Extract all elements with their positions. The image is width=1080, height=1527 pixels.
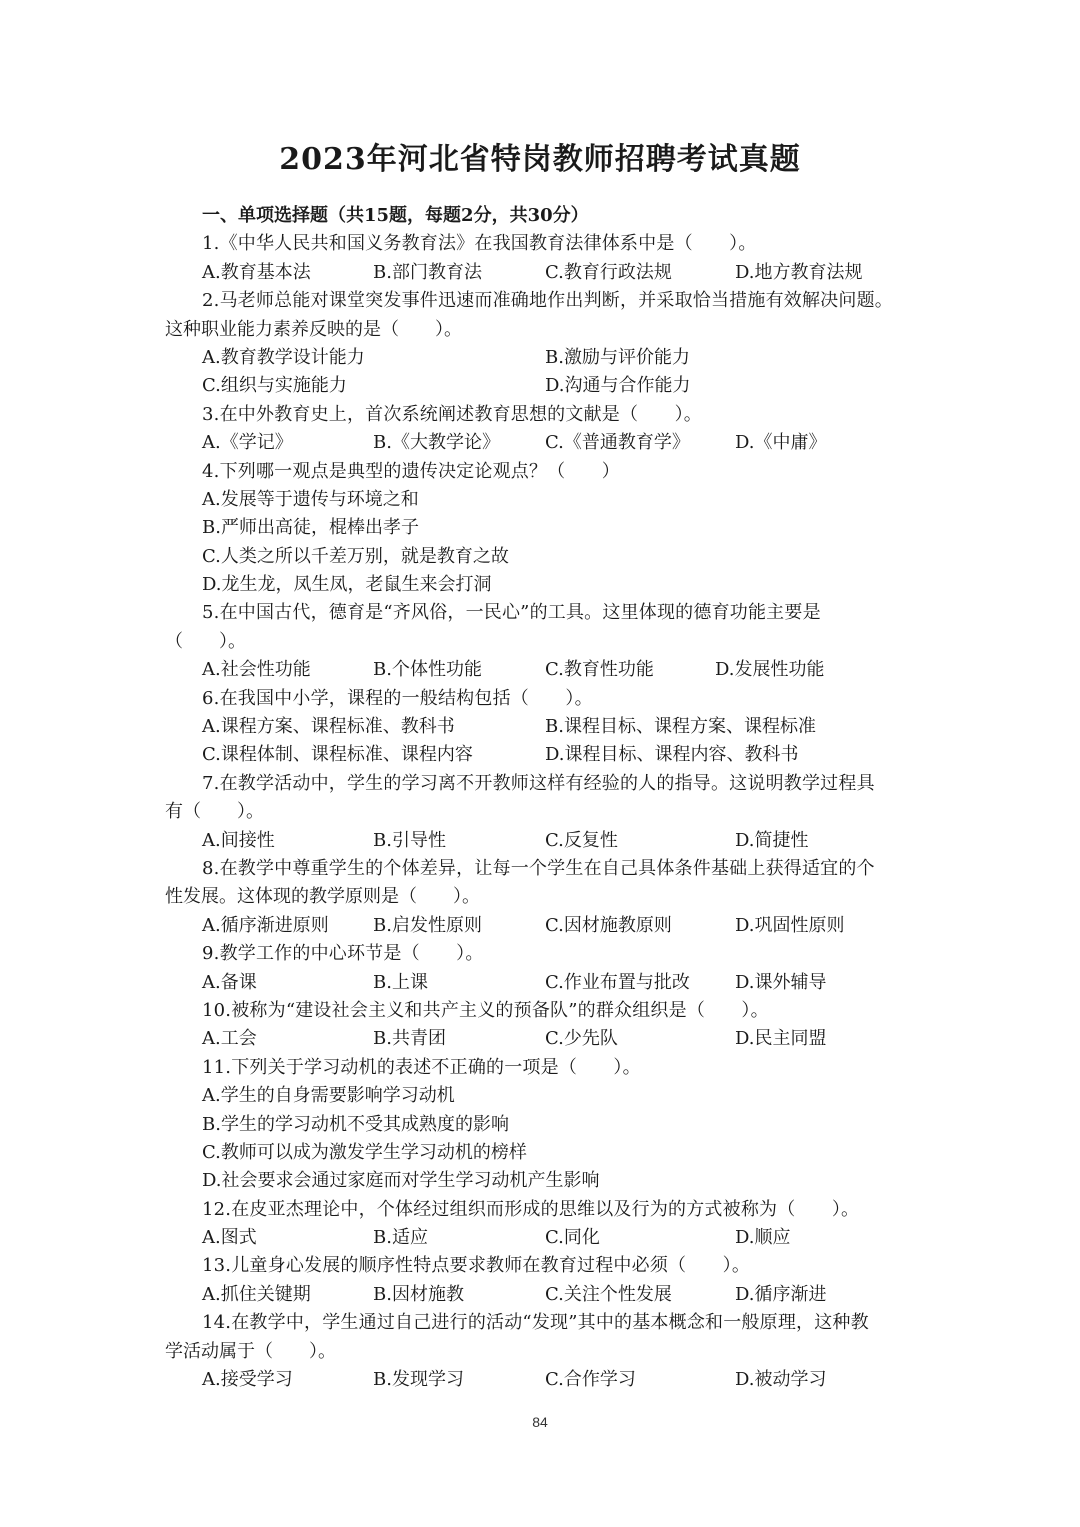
question-3-option-a: A.《学记》 <box>202 432 293 454</box>
question-10-options <box>165 1025 930 1053</box>
question-14-option-c: C.合作学习 <box>545 1369 636 1391</box>
question-1-options <box>165 259 930 287</box>
question-5-option-d: D.发展性功能 <box>715 659 825 681</box>
question-4-option-a: A.发展等于遗传与环境之和 <box>202 488 419 510</box>
question-12-option-a: A.图式 <box>202 1227 257 1249</box>
question-5-option-c: C.教育性功能 <box>545 659 654 681</box>
question-10-option-d: D.民主同盟 <box>735 1028 827 1050</box>
question-14-option-d: D.被动学习 <box>735 1369 827 1391</box>
question-7-option-a: A.间接性 <box>202 829 275 851</box>
question-11-option-a: A.学生的自身需要影响学习动机 <box>202 1085 455 1107</box>
question-4-option-c: C.人类之所以千差万别，就是教育之故 <box>202 545 509 567</box>
question-8-option-a: A.循序渐进原则 <box>202 914 329 936</box>
question-6-option-d: D.课程目标、课程内容、教科书 <box>545 744 799 766</box>
question-11-option-b: B.学生的学习动机不受其成熟度的影响 <box>202 1113 509 1135</box>
question-9-option-c: C.作业布置与批改 <box>545 971 690 993</box>
question-13-option-a: A.抓住关键期 <box>202 1283 311 1305</box>
question-7-options <box>165 827 930 855</box>
question-12-option-b: B.适应 <box>373 1227 428 1249</box>
question-4-option-d: D.龙生龙，凤生凤，老鼠生来会打洞 <box>202 574 492 596</box>
question-2-option-d: D.沟通与合作能力 <box>545 375 691 397</box>
question-12-option-c: C.同化 <box>545 1227 600 1249</box>
question-3-options <box>165 429 930 457</box>
question-7-stem-continued: 有（ ）。 <box>165 801 264 823</box>
question-9-option-a: A.备课 <box>202 971 257 993</box>
question-13-option-d: D.循序渐进 <box>735 1283 827 1305</box>
question-10-option-b: B.共青团 <box>373 1028 446 1050</box>
question-12-stem: 12.在皮亚杰理论中，个体经过组织而形成的思维以及行为的方式被称为（ ）。 <box>202 1198 860 1220</box>
question-8-option-c: C.因材施教原则 <box>545 914 672 936</box>
question-6-options-row-1 <box>165 713 930 741</box>
question-1-option-a: A.教育基本法 <box>202 261 311 283</box>
question-13-option-c: C.关注个性发展 <box>545 1283 672 1305</box>
question-1-option-b: B.部门教育法 <box>373 261 482 283</box>
question-2-option-a: A.教育教学设计能力 <box>202 346 365 368</box>
question-2-stem-continued: 这种职业能力素养反映的是（ ）。 <box>165 318 462 340</box>
question-6-option-c: C.课程体制、课程标准、课程内容 <box>202 744 473 766</box>
question-5-stem: 5.在中国古代，德育是“齐风俗，一民心”的工具。这里体现的德育功能主要是 <box>202 602 821 624</box>
question-8-option-b: B.启发性原则 <box>373 914 482 936</box>
question-5-options <box>165 656 930 684</box>
question-14-options <box>165 1366 930 1394</box>
question-10-option-a: A.工会 <box>202 1028 257 1050</box>
question-3-option-d: D.《中庸》 <box>735 432 827 454</box>
question-2-options-row-2 <box>165 372 930 400</box>
question-2-option-c: C.组织与实施能力 <box>202 375 347 397</box>
question-10-stem: 10.被称为“建设社会主义和共产主义的预备队”的群众组织是（ ）。 <box>202 999 769 1021</box>
question-14-option-a: A.接受学习 <box>202 1369 293 1391</box>
question-3-stem: 3.在中外教育史上，首次系统阐述教育思想的文献是（ ）。 <box>202 403 702 425</box>
question-6-stem: 6.在我国中小学，课程的一般结构包括（ ）。 <box>202 687 593 709</box>
question-2-options-row-1 <box>165 344 930 372</box>
question-13-options <box>165 1281 930 1309</box>
question-11-stem: 11.下列关于学习动机的表述不正确的一项是（ ）。 <box>202 1056 641 1078</box>
question-5-option-a: A.社会性功能 <box>202 659 311 681</box>
question-5-stem-continued: （ ）。 <box>165 630 246 652</box>
question-6-option-b: B.课程目标、课程方案、课程标准 <box>545 716 816 738</box>
question-9-option-b: B.上课 <box>373 971 428 993</box>
question-6-options-row-2 <box>165 741 930 769</box>
question-10-option-c: C.少先队 <box>545 1028 618 1050</box>
question-14-option-b: B.发现学习 <box>373 1369 464 1391</box>
question-8-option-d: D.巩固性原则 <box>735 914 845 936</box>
document-title: 2023年河北省特岗教师招聘考试真题 <box>279 142 801 177</box>
question-7-option-d: D.简捷性 <box>735 829 809 851</box>
question-6-option-a: A.课程方案、课程标准、教科书 <box>202 716 455 738</box>
question-7-stem: 7.在教学活动中，学生的学习离不开教师这样有经验的人的指导。这说明教学过程具 <box>202 772 875 794</box>
question-5-option-b: B.个体性功能 <box>373 659 482 681</box>
question-9-option-d: D.课外辅导 <box>735 971 827 993</box>
question-8-options <box>165 912 930 940</box>
question-1-option-d: D.地方教育法规 <box>735 261 863 283</box>
question-13-stem: 13.儿童身心发展的顺序性特点要求教师在教育过程中必须（ ）。 <box>202 1255 751 1277</box>
question-11-option-d: D.社会要求会通过家庭而对学生学习动机产生影响 <box>202 1170 600 1192</box>
question-2-stem: 2.马老师总能对课堂突发事件迅速而准确地作出判断，并采取恰当措施有效解决问题。 <box>202 290 893 312</box>
question-4-stem: 4.下列哪一观点是典型的遗传决定论观点？（ ） <box>202 460 620 482</box>
question-1-option-c: C.教育行政法规 <box>545 261 672 283</box>
section-heading: 一、单项选择题（共15题，每题2分，共30分） <box>202 205 589 226</box>
question-2-option-b: B.激励与评价能力 <box>545 346 690 368</box>
question-list <box>165 202 930 1394</box>
question-9-stem: 9.教学工作的中心环节是（ ）。 <box>202 943 484 965</box>
question-9-options <box>165 969 930 997</box>
question-7-option-b: B.引导性 <box>373 829 446 851</box>
question-12-option-d: D.顺应 <box>735 1227 791 1249</box>
question-12-options <box>165 1224 930 1252</box>
question-11-option-c: C.教师可以成为激发学生学习动机的榜样 <box>202 1141 527 1163</box>
question-14-stem-continued: 学活动属于（ ）。 <box>165 1340 336 1362</box>
question-4-option-b: B.严师出高徒，棍棒出孝子 <box>202 517 419 539</box>
question-3-option-b: B.《大教学论》 <box>373 432 500 454</box>
question-1-stem: 1.《中华人民共和国义务教育法》在我国教育法律体系中是（ ）。 <box>202 233 757 255</box>
question-8-stem: 8.在教学中尊重学生的个体差异，让每一个学生在自己具体条件基础上获得适宜的个 <box>202 857 875 879</box>
question-3-option-c: C.《普通教育学》 <box>545 432 690 454</box>
page-number: 84 <box>532 1414 548 1430</box>
question-8-stem-continued: 性发展。这体现的教学原则是（ ）。 <box>165 886 480 908</box>
question-7-option-c: C.反复性 <box>545 829 618 851</box>
question-13-option-b: B.因材施教 <box>373 1283 464 1305</box>
question-14-stem: 14.在教学中，学生通过自己进行的活动“发现”其中的基本概念和一般原理，这种教 <box>202 1312 869 1334</box>
